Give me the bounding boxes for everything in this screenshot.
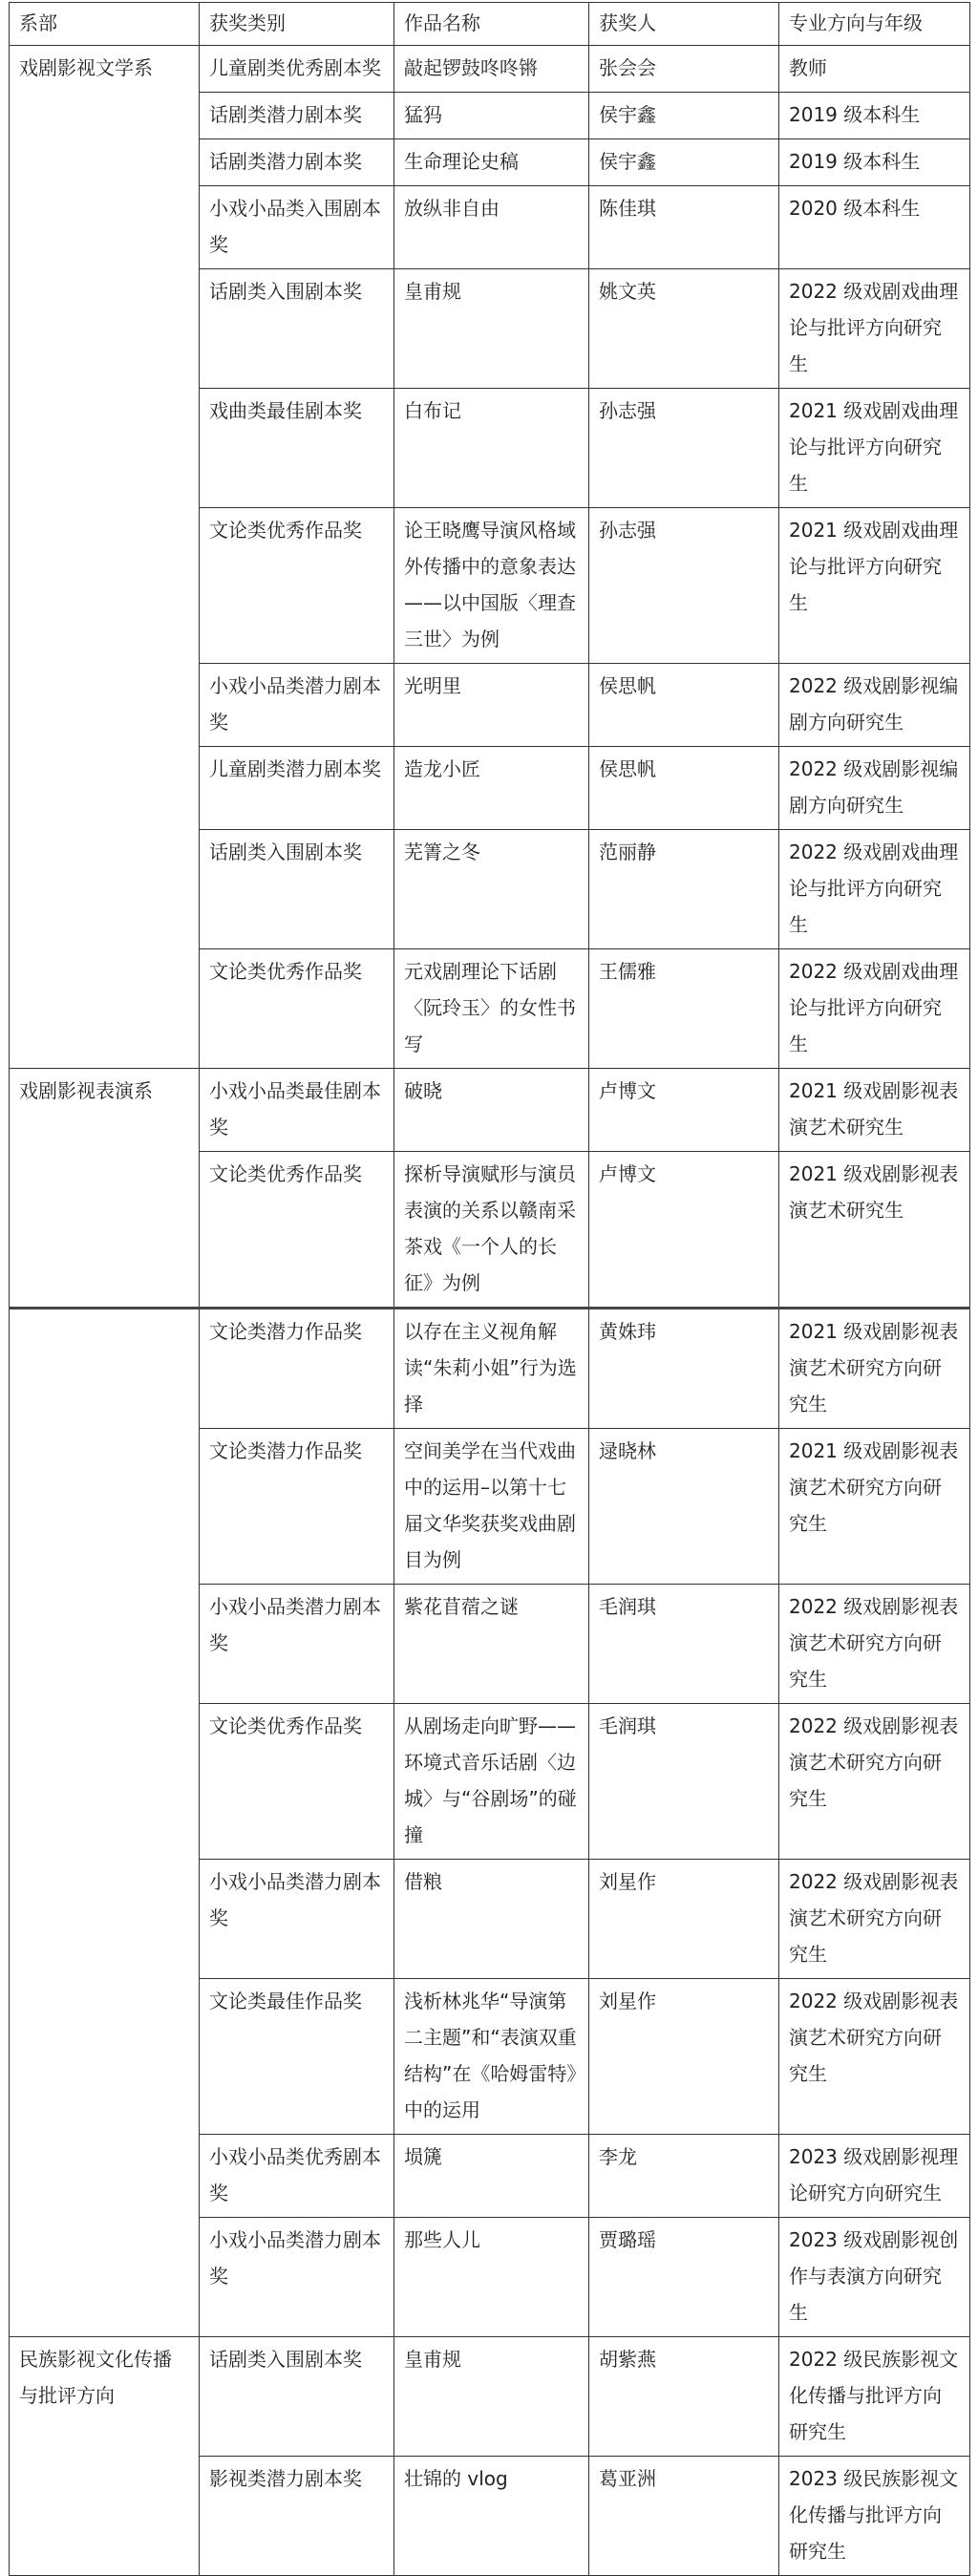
major-grade-cell: 2022 级戏剧影视表演艺术研究方向研究生 [779, 1585, 970, 1704]
work-title-cell: 那些人儿 [394, 2218, 589, 2337]
winner-cell: 毛润琪 [589, 1585, 779, 1704]
major-grade-cell: 2022 级民族影视文化传播与批评方向研究生 [779, 2337, 970, 2457]
winner-cell: 卢博文 [589, 1152, 779, 1309]
major-grade-cell: 2019 级本科生 [779, 93, 970, 139]
award-category-cell: 话剧类潜力剧本奖 [200, 93, 394, 139]
major-grade-cell: 2023 级戏剧影视创作与表演方向研究生 [779, 2218, 970, 2337]
dept-cell: 戏剧影视表演系 [10, 1069, 200, 1309]
awards-document [9, 2, 969, 2576]
header-winner: 获奖人 [589, 3, 779, 46]
header-dept: 系部 [10, 3, 200, 46]
winner-cell: 刘星作 [589, 1860, 779, 1979]
work-title-cell: 芜箐之冬 [394, 830, 589, 949]
award-category-cell: 话剧类入围剧本奖 [200, 830, 394, 949]
award-category-cell: 文论类优秀作品奖 [200, 1704, 394, 1860]
winner-cell: 姚文英 [589, 269, 779, 389]
award-category-cell: 小戏小品类入围剧本奖 [200, 186, 394, 269]
award-category-cell: 戏曲类最佳剧本奖 [200, 389, 394, 508]
work-title-cell: 借粮 [394, 1860, 589, 1979]
major-grade-cell: 教师 [779, 46, 970, 93]
major-grade-cell: 2023 级民族影视文化传播与批评方向研究生 [779, 2457, 970, 2576]
award-category-cell: 文论类优秀作品奖 [200, 949, 394, 1069]
award-category-cell: 影视类潜力剧本奖 [200, 2457, 394, 2576]
work-title-cell: 光明里 [394, 664, 589, 747]
award-category-cell: 小戏小品类最佳剧本奖 [200, 1069, 394, 1152]
winner-cell: 侯宇鑫 [589, 93, 779, 139]
winner-cell: 陈佳琪 [589, 186, 779, 269]
winner-cell: 李龙 [589, 2135, 779, 2218]
work-title-cell: 皇甫规 [394, 269, 589, 389]
major-grade-cell: 2022 级戏剧影视表演艺术研究方向研究生 [779, 1979, 970, 2135]
winner-cell: 贾璐瑶 [589, 2218, 779, 2337]
work-title-cell: 元戏剧理论下话剧〈阮玲玉〉的女性书写 [394, 949, 589, 1069]
dept-cell [10, 1309, 200, 2337]
work-title-cell: 空间美学在当代戏曲中的运用–以第十七届文华奖获奖戏曲剧目为例 [394, 1429, 589, 1585]
work-title-cell: 壮锦的 vlog [394, 2457, 589, 2576]
major-grade-cell: 2022 级戏剧影视编剧方向研究生 [779, 747, 970, 830]
winner-cell: 孙志强 [589, 389, 779, 508]
winner-cell: 卢博文 [589, 1069, 779, 1152]
work-title-cell: 放纵非自由 [394, 186, 589, 269]
work-title-cell: 埙篪 [394, 2135, 589, 2218]
award-category-cell: 小戏小品类潜力剧本奖 [200, 1860, 394, 1979]
work-title-cell: 皇甫规 [394, 2337, 589, 2457]
winner-cell: 逯晓林 [589, 1429, 779, 1585]
dept-cell: 民族影视文化传播与批评方向 [10, 2337, 200, 2576]
work-title-cell: 以存在主义视角解读“朱莉小姐”行为选择 [394, 1309, 589, 1429]
work-title-cell: 猛犸 [394, 93, 589, 139]
major-grade-cell: 2023 级戏剧影视理论研究方向研究生 [779, 2135, 970, 2218]
major-grade-cell: 2022 级戏剧影视表演艺术研究方向研究生 [779, 1860, 970, 1979]
table-header-row [10, 3, 970, 46]
award-category-cell: 话剧类入围剧本奖 [200, 2337, 394, 2457]
major-grade-cell: 2021 级戏剧戏曲理论与批评方向研究生 [779, 508, 970, 664]
award-category-cell: 话剧类入围剧本奖 [200, 269, 394, 389]
winner-cell: 王儒雅 [589, 949, 779, 1069]
award-category-cell: 文论类优秀作品奖 [200, 1152, 394, 1309]
award-category-cell: 儿童剧类潜力剧本奖 [200, 747, 394, 830]
winner-cell: 毛润琪 [589, 1704, 779, 1860]
award-category-cell: 小戏小品类潜力剧本奖 [200, 2218, 394, 2337]
major-grade-cell: 2022 级戏剧戏曲理论与批评方向研究生 [779, 269, 970, 389]
award-category-cell: 文论类最佳作品奖 [200, 1979, 394, 2135]
work-title-cell: 紫花苜蓿之谜 [394, 1585, 589, 1704]
major-grade-cell: 2021 级戏剧影视表演艺术研究生 [779, 1152, 970, 1309]
award-category-cell: 话剧类潜力剧本奖 [200, 139, 394, 186]
award-category-cell: 文论类优秀作品奖 [200, 508, 394, 664]
work-title-cell: 生命理论史稿 [394, 139, 589, 186]
header-major-grade: 专业方向与年级 [779, 3, 970, 46]
table-row [10, 1069, 970, 1152]
major-grade-cell: 2022 级戏剧戏曲理论与批评方向研究生 [779, 830, 970, 949]
award-category-cell: 儿童剧类优秀剧本奖 [200, 46, 394, 93]
major-grade-cell: 2020 级本科生 [779, 186, 970, 269]
work-title-cell: 论王晓鹰导演风格域外传播中的意象表达——以中国版〈理查三世〉为例 [394, 508, 589, 664]
work-title-cell: 白布记 [394, 389, 589, 508]
winner-cell: 侯宇鑫 [589, 139, 779, 186]
header-award-category: 获奖类别 [200, 3, 394, 46]
work-title-cell: 敲起锣鼓咚咚锵 [394, 46, 589, 93]
winner-cell: 侯思帆 [589, 664, 779, 747]
work-title-cell: 探析导演赋形与演员表演的关系以赣南采茶戏《一个人的长征》为例 [394, 1152, 589, 1309]
winner-cell: 黄姝玮 [589, 1309, 779, 1429]
award-category-cell: 小戏小品类优秀剧本奖 [200, 2135, 394, 2218]
major-grade-cell: 2021 级戏剧影视表演艺术研究方向研究生 [779, 1309, 970, 1429]
work-title-cell: 浅析林兆华“导演第二主题”和“表演双重结构”在《哈姆雷特》中的运用 [394, 1979, 589, 2135]
winner-cell: 侯思帆 [589, 747, 779, 830]
winner-cell: 胡紫燕 [589, 2337, 779, 2457]
award-category-cell: 文论类潜力作品奖 [200, 1309, 394, 1429]
major-grade-cell: 2022 级戏剧影视表演艺术研究方向研究生 [779, 1704, 970, 1860]
awards-table [9, 2, 970, 2576]
major-grade-cell: 2021 级戏剧影视表演艺术研究生 [779, 1069, 970, 1152]
major-grade-cell: 2022 级戏剧影视编剧方向研究生 [779, 664, 970, 747]
winner-cell: 刘星作 [589, 1979, 779, 2135]
table-row [10, 1309, 970, 1429]
work-title-cell: 造龙小匠 [394, 747, 589, 830]
major-grade-cell: 2022 级戏剧戏曲理论与批评方向研究生 [779, 949, 970, 1069]
winner-cell: 孙志强 [589, 508, 779, 664]
table-row [10, 46, 970, 93]
major-grade-cell: 2019 级本科生 [779, 139, 970, 186]
work-title-cell: 破晓 [394, 1069, 589, 1152]
major-grade-cell: 2021 级戏剧影视表演艺术研究方向研究生 [779, 1429, 970, 1585]
award-category-cell: 小戏小品类潜力剧本奖 [200, 1585, 394, 1704]
award-category-cell: 文论类潜力作品奖 [200, 1429, 394, 1585]
winner-cell: 范丽静 [589, 830, 779, 949]
header-work-title: 作品名称 [394, 3, 589, 46]
table-row [10, 2337, 970, 2457]
dept-cell: 戏剧影视文学系 [10, 46, 200, 1069]
work-title-cell: 从剧场走向旷野——环境式音乐话剧〈边城〉与“谷剧场”的碰撞 [394, 1704, 589, 1860]
table-body [10, 46, 970, 2576]
major-grade-cell: 2021 级戏剧戏曲理论与批评方向研究生 [779, 389, 970, 508]
award-category-cell: 小戏小品类潜力剧本奖 [200, 664, 394, 747]
winner-cell: 张会会 [589, 46, 779, 93]
winner-cell: 葛亚洲 [589, 2457, 779, 2576]
